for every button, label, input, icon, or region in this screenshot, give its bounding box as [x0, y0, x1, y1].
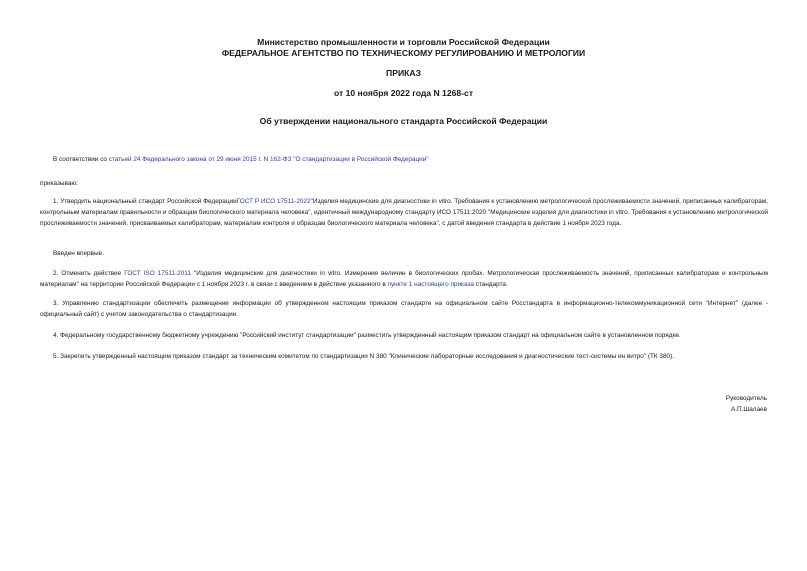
- item-2-middle: "Изделия медицинские для диагностики in vitro. Измерение величин в биологических пробах. Метрологическая прослеживаемость значений, приписанных калибраторам и контрольным материалам" на территории Российской Федерации с 1 ноября 2023 г. в связи с введением в действие указанного в: [40, 270, 769, 288]
- item-2-suffix: стандарта.: [473, 281, 508, 288]
- document-subject: Об утверждении национального стандарта Российской Федерации: [259, 116, 548, 126]
- document-type: ПРИКАЗ: [386, 68, 421, 78]
- ministry-name: Министерство промышленности и торговли Российской Федерации: [257, 37, 550, 47]
- item-5-paragraph: 5. Закрепить утвержденный настоящим приказом стандарт за техническим комитетом по стандартизации N 380 "Клинические лабораторные исследования и диагностические тест-системы ин витро" (ТК 380).: [53, 353, 674, 360]
- order-point-1-link[interactable]: пункте 1 настоящего приказа: [387, 281, 474, 288]
- preamble-paragraph: [40, 154, 768, 165]
- signatory-name: А.П.Шалаев: [730, 406, 767, 413]
- item-1-suffix: "Изделия медицинские для диагностики in vitro. Требования к установлению метрологической прослеживаемости значений, приписанных калибраторам, контрольным материалам правильности и образцам биологического материала человека", идентичный международному стандарту ИСО 17511:2020 "Медицинские изделия для диагностики in vitro. Требования к установлению метрологической прослеживаемости значений, присваиваемых калибраторам, материалам контроля и образцам биологического материала человека", с датой введения стандарта в действие 1 ноября 2023 года.: [40, 198, 768, 227]
- item-3-paragraph: 3. Управлению стандартизации обеспечить размещение информации об утвержденном настоящим приказом стандарте на официальном сайте Росстандарта в информационно-телекоммуникационной сети "Интернет" (далее - официальный сайт) с учетом законодательства о стандартизации.: [40, 300, 768, 318]
- order-word: приказываю:: [40, 180, 78, 187]
- gost-r-iso-17511-2022-link[interactable]: ГОСТ Р ИСО 17511-2022: [236, 198, 311, 205]
- agency-name: ФЕДЕРАЛЬНОЕ АГЕНТСТВО ПО ТЕХНИЧЕСКОМУ РЕГУЛИРОВАНИЮ И МЕТРОЛОГИИ: [221, 48, 586, 58]
- item-2-prefix: 2. Отменить действие: [53, 270, 125, 277]
- item-1-prefix: 1. Утвердить национальный стандарт Российской Федерации: [53, 198, 237, 205]
- signatory-role: Руководитель: [725, 395, 767, 402]
- gost-iso-17511-2011-link[interactable]: ГОСТ ISO 17511-2011: [124, 270, 191, 277]
- document-date-number: от 10 ноября 2022 года N 1268-ст: [333, 88, 474, 98]
- federal-law-link[interactable]: статьей 24 Федерального закона от 29 июня 2015 г. N 162-ФЗ "О стандартизации в Российской Федерации": [108, 156, 429, 163]
- item-4-paragraph: 4. Федеральному государственному бюджетному учреждению "Российский институт стандартизации" разместить утвержденный настоящим приказом стандарт на официальном сайте в установленном порядке.: [53, 332, 681, 339]
- preamble-prefix: В соответствии со: [53, 156, 109, 163]
- item-1-paragraph: [40, 196, 768, 229]
- introduced-note: Введен впервые.: [53, 250, 104, 257]
- item-2-paragraph: [40, 268, 768, 290]
